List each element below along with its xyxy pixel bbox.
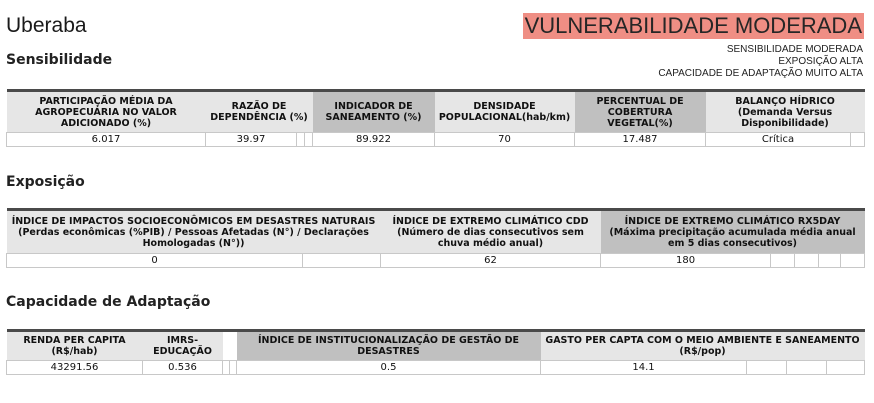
empty-cell (305, 133, 313, 147)
empty-cell (297, 133, 305, 147)
header-institucionalizacao: ÍNDICE DE INSTITUCIONALIZAÇÃO DE GESTÃO DE DESASTRES (237, 331, 541, 361)
empty-cell (787, 361, 827, 375)
section-title-exposicao: Exposição (6, 174, 85, 190)
value-participacao-agropecuaria: 6.017 (7, 133, 206, 147)
header-balanco-hidrico: BALANÇO HÍDRICO (Demanda Versus Disponibilidade) (706, 91, 865, 133)
value-densidade-populacional: 70 (435, 133, 575, 147)
empty-cell (819, 254, 841, 268)
value-extremo-rx5day: 180 (601, 254, 771, 268)
section-title-capacidade: Capacidade de Adaptação (6, 294, 211, 310)
header-cobertura-vegetal: PERCENTUAL DE COBERTURA VEGETAL(%) (575, 91, 706, 133)
header-impactos-socioeconomicos: ÍNDICE DE IMPACTOS SOCIOECONÔMICOS EM DESASTRES NATURAIS (Perdas econômicas (%PIB) / Pessoas Afetadas (N°) / Declarações Homologadas (N°)) (7, 210, 381, 254)
empty-cell (827, 361, 865, 375)
empty-cell (230, 361, 237, 375)
capacidade-table (6, 329, 865, 375)
empty-cell (851, 133, 865, 147)
exposicao-table (6, 208, 865, 268)
value-balanco-hidrico: Crítica (706, 133, 851, 147)
sensibilidade-table (6, 89, 865, 147)
value-razao-dependencia: 39.97 (206, 133, 297, 147)
value-indicador-saneamento: 89.922 (313, 133, 435, 147)
value-cobertura-vegetal: 17.487 (575, 133, 706, 147)
value-institucionalizacao: 0.5 (237, 361, 541, 375)
header-renda-per-capita: RENDA PER CAPITA (R$/hab) (7, 331, 143, 361)
summary-capacidade: CAPACIDADE DE ADAPTAÇÃO MUITO ALTA (658, 68, 863, 79)
empty-cell (303, 254, 381, 268)
value-gasto-meio-ambiente: 14.1 (541, 361, 747, 375)
empty-header (223, 331, 230, 361)
header-imrs-educacao: IMRS-EDUCAÇÃO (143, 331, 223, 361)
city-name: Uberaba (6, 14, 87, 37)
value-extremo-cdd: 62 (381, 254, 601, 268)
empty-cell (771, 254, 795, 268)
empty-header (230, 331, 237, 361)
value-imrs-educacao: 0.536 (143, 361, 223, 375)
section-title-sensibilidade: Sensibilidade (6, 52, 113, 68)
summary-exposicao: EXPOSIÇÃO ALTA (778, 56, 863, 67)
value-renda-per-capita: 43291.56 (7, 361, 143, 375)
header-indicador-saneamento: INDICADOR DE SANEAMENTO (%) (313, 91, 435, 133)
header-extremo-rx5day: ÍNDICE DE EXTREMO CLIMÁTICO RX5DAY (Máxima precipitação acumulada média anual em 5 dias consecutivos) (601, 210, 865, 254)
vulnerability-badge: VULNERABILIDADE MODERADA (524, 13, 862, 38)
header-participacao-agropecuaria: PARTICIPAÇÃO MÉDIA DA AGROPECUÁRIA NO VALOR ADICIONADO (%) (7, 91, 206, 133)
header-densidade-populacional: DENSIDADE POPULACIONAL(hab/km) (435, 91, 575, 133)
empty-cell (841, 254, 865, 268)
empty-cell (747, 361, 787, 375)
header-gasto-meio-ambiente: GASTO PER CAPTA COM O MEIO AMBIENTE E SANEAMENTO (R$/pop) (541, 331, 865, 361)
header-razao-dependencia: RAZÃO DE DEPENDÊNCIA (%) (206, 91, 313, 133)
vulnerability-summary (658, 44, 863, 80)
empty-cell (223, 361, 230, 375)
header-extremo-cdd: ÍNDICE DE EXTREMO CLIMÁTICO CDD (Número de dias consecutivos sem chuva médio anual) (381, 210, 601, 254)
empty-cell (795, 254, 819, 268)
summary-sensibilidade: SENSIBILIDADE MODERADA (726, 44, 863, 55)
value-impactos-socioeconomicos: 0 (7, 254, 303, 268)
